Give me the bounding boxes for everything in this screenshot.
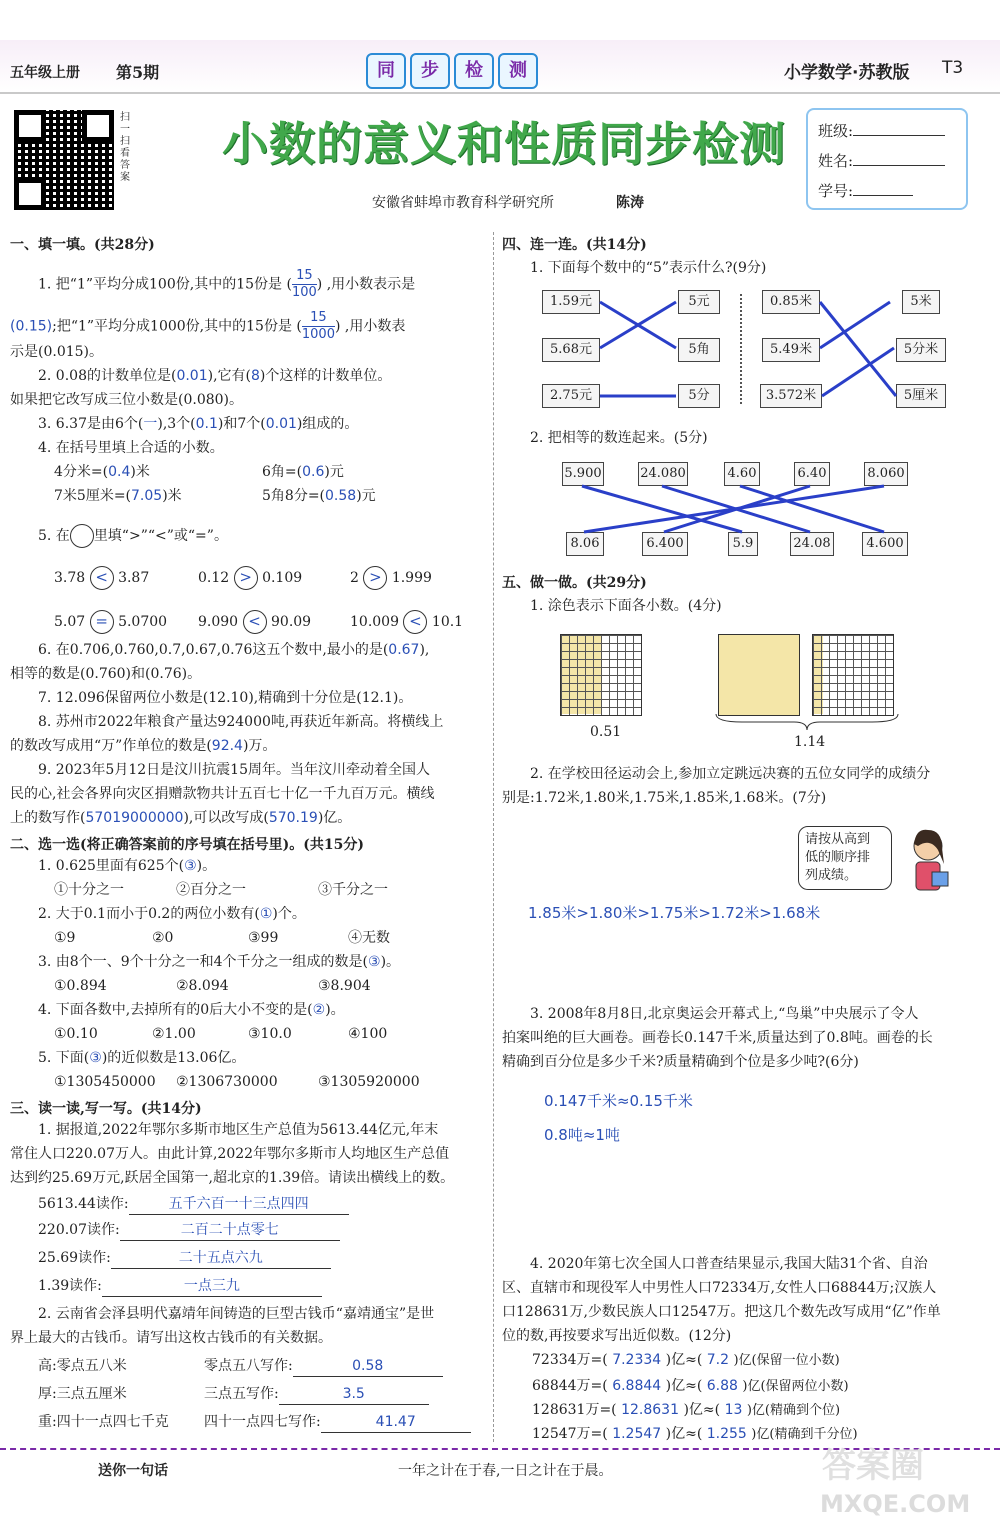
s5-q2-line2: 别是:1.72米,1.80米,1.75米,1.85米,1.68米。(7分) [502,790,827,806]
author-org: 安徽省蚌埠市教育科学研究所 [372,195,554,211]
match-box[interactable]: 5.49米 [762,338,820,362]
compare-circle: < [403,610,427,634]
match-lines-2 [0,0,1000,600]
section-1-heading: 一、填一填。(共28分) [10,237,155,253]
s3-q2-line1: 2. 云南省会泽县明代嘉靖年间铸造的巨型古钱币“嘉靖通宝”是世 [38,1306,435,1322]
footer-label: 送你一句话 [98,1463,168,1479]
q1-6-line2: 相等的数是(0.760)和(0.76)。 [10,666,202,682]
match-box[interactable]: 0.85米 [762,290,820,314]
s3-para-3: 达到约25.69万元,跃居全国第一,超北京的1.39倍。请读出横线上的数。 [10,1170,455,1186]
match-box[interactable]: 5.68元 [542,338,600,362]
watermark-en: MXQE.COM [820,1490,971,1518]
q1-1-text: 1. 把“1”平均分成100份,其中的15份是 [38,276,283,293]
match-box[interactable]: 8.060 [864,462,908,486]
section-5-heading: 五、做一做。(共29分) [502,575,647,591]
q1-1-decimal-answer: (0.15) [10,318,53,335]
footer-quote: 一年之计在于春,一日之计在于晨。 [398,1463,613,1479]
match-box[interactable]: 5.9 [728,532,758,556]
q1-4-text: 4. 在括号里填上合适的小数。 [38,440,224,456]
match-box[interactable]: 5.900 [562,462,604,486]
match-box[interactable]: 5厘米 [896,384,946,408]
page-title: 小数的意义和性质同步检测 [222,117,786,171]
q1-1-fraction: $\frac{15}{100}$ [291,268,317,300]
s5-q4-line2: 区、直辖市和现役军人中男性人口72334万,女性人口68844万;汉族人 [502,1280,937,1296]
grid-0-51 [560,634,640,714]
s4-q2: 2. 把相等的数连起来。(5分) [530,430,708,446]
s5-q3-line1: 3. 2008年8月8日,北京奥运会开幕式上,“鸟巢”中央展示了令人 [530,1006,919,1022]
match-box[interactable]: 5分米 [896,338,946,362]
compare-circle: < [243,610,267,634]
s5-q3-line3: 精确到百分位是多少千米?质量精确到个位是多少吨?(6分) [502,1054,859,1070]
issue-label: 第5期 [116,63,160,82]
s5-q2-line1: 2. 在学校田径运动会上,参加立定跳远决赛的五位女同学的成绩分 [530,766,931,782]
match-box[interactable]: 3.572米 [760,384,822,408]
match-box[interactable]: 8.06 [566,532,604,556]
match-box[interactable]: 5角 [678,338,720,362]
s5-q3-line2: 拍案叫绝的巨大画卷。画卷长0.147千米,质量达到了0.8吨。画卷的长 [502,1030,933,1046]
name-label: 姓名: [818,152,854,170]
compare-circle: > [363,566,387,590]
match-box[interactable]: 4.60 [724,462,760,486]
pill-2: 步 [410,53,450,89]
q1-9-text: 9. 2023年5月12日是汶川抗震15周年。当年汶川牵动着全国人 [38,762,430,778]
match-box[interactable]: 4.600 [862,532,908,556]
whole-square [718,634,800,716]
s4-q1: 1. 下面每个数中的“5”表示什么?(9分) [530,260,767,276]
grade-label: 五年级上册 [10,65,80,81]
compare-circle: > [234,566,258,590]
match-box[interactable]: 24.08 [790,532,834,556]
match-box[interactable]: 5元 [678,290,720,314]
speech-bubble: 请按从高到 低的顺序排 列成绩。 [798,826,892,890]
grid-label-2: 1.14 [794,734,826,750]
id-label: 学号: [818,182,854,200]
s5-q4-line1: 4. 2020年第七次全国人口普查结果显示,我国大陆31个省、自治 [530,1256,928,1272]
section-4-heading: 四、连一连。(共14分) [502,237,647,253]
match-box[interactable]: 5米 [902,290,940,314]
pill-1: 同 [366,53,406,89]
brace-icon [712,712,902,732]
s3-para-1: 1. 据报道,2022年鄂尔多斯市地区生产总值为5613.44亿元,年末 [38,1122,439,1138]
match-box[interactable]: 6.40 [794,462,830,486]
match-line [740,486,884,532]
section-2-heading: 二、选一选(将正确答案前的序号填在括号里)。(共15分) [10,837,364,853]
match-box[interactable]: 24.080 [638,462,688,486]
s5-q2-answer: 1.85米>1.80米>1.75米>1.72米>1.68米 [528,904,821,922]
q1-1-fraction-2: $\frac{15}{1000}$ [301,310,335,342]
grid-label-1: 0.51 [590,724,622,740]
s5-q3-answer-1: 0.147千米≈0.15千米 [544,1092,693,1110]
author-name: 陈涛 [616,195,644,211]
q1-8-text: 8. 苏州市2022年粮食产量达924000吨,再获近年新高。将横线上 [38,714,444,730]
subject-label: 小学数学·苏教版 [784,63,910,83]
grid-1-14 [718,634,894,714]
compare-circle: < [90,566,114,590]
q1-2-line2: 如果把它改写成三位小数是(0.080)。 [10,392,244,408]
match-box[interactable]: 5分 [678,384,720,408]
q1-1-end: 示是(0.015)。 [10,344,104,360]
qr-caption: 扫一扫 看答案 [120,112,130,183]
pill-3: 检 [454,53,494,89]
pill-4: 测 [498,53,538,89]
match-box[interactable]: 1.59元 [542,290,600,314]
s3-para-2: 常住人口220.07万人。由此计算,2022年鄂尔多斯市人均地区生产总值 [10,1146,450,1162]
match-box[interactable]: 6.400 [642,532,688,556]
q1-9-line2: 民的心,社会各界向灾区捐赠款物共计五百七十亿一千九百万元。横线 [10,786,435,802]
watermark-cn: 答案圈 [822,1446,924,1486]
s5-q4-line3: 口128631万,少数民族人口12547万。把这几个数先改写成用“亿”作单 [502,1304,941,1320]
s3-q2-line2: 界上最大的古钱币。请写出这枚古钱币的有关数据。 [10,1330,332,1346]
code-label: T3 [942,58,964,78]
compare-circle: = [90,610,114,634]
s5-q1: 1. 涂色表示下面各小数。(4分) [530,598,722,614]
s5-q3-answer-2: 0.8吨≈1吨 [544,1126,620,1144]
section-3-heading: 三、读一读,写一写。(共14分) [10,1101,202,1117]
q1-7-text: 7. 12.096保留两位小数是(12.10),精确到十分位是(12.1)。 [38,690,413,706]
match-line [582,486,742,532]
class-label: 班级: [818,122,854,140]
s5-q4-line4: 位的数,再按要求写出近似数。(12分) [502,1328,732,1344]
match-line [584,486,884,532]
match-box[interactable]: 2.75元 [542,384,600,408]
girl-avatar-icon [900,826,956,896]
